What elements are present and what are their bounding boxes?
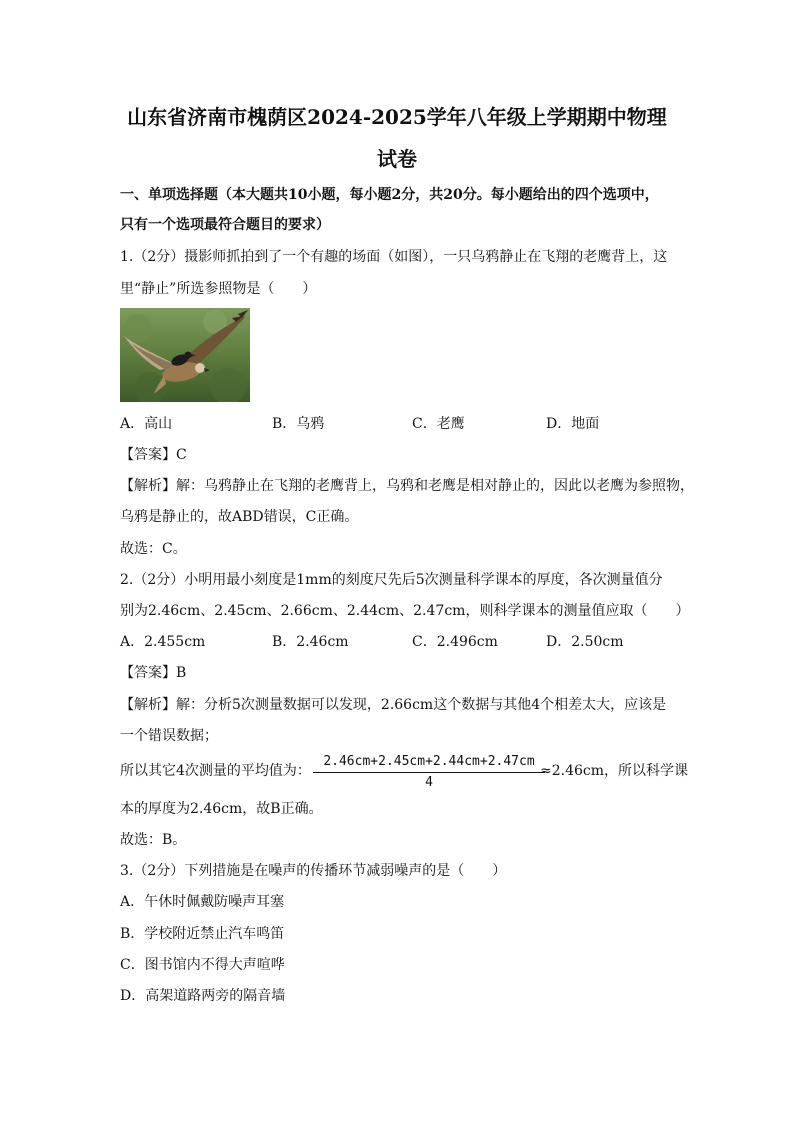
section-heading: 一、单项选择题（本大题共10小题，每小题2分，共20分。每小题给出的四个选项中， <box>120 187 659 203</box>
question-3-stem: 3.（2分）下列措施是在噪声的传播环节减弱噪声的是（ ） <box>120 863 507 879</box>
question-2-analysis-continued: 一个错误数据； <box>120 728 218 744</box>
question-1-choice: 故选：C。 <box>120 541 187 557</box>
question-2-option-a: A．2.455cm <box>120 634 206 650</box>
question-1-option-a: A．高山 <box>120 416 173 432</box>
document-title-continued: 试卷 <box>377 147 417 171</box>
question-2-option-b: B．2.46cm <box>272 634 349 650</box>
question-1-analysis-continued: 乌鸦是静止的，故ABD错误，C正确。 <box>120 509 359 525</box>
question-2-option-d: D．2.50cm <box>546 634 624 650</box>
question-3-option-c: C．图书馆内不得大声喧哗 <box>120 957 285 973</box>
average-formula-fraction <box>313 753 545 791</box>
document-title: 山东省济南市槐荫区2024-2025学年八年级上学期期中物理 <box>127 105 667 129</box>
crow-on-eagle-photo <box>120 308 250 402</box>
average-formula-prefix: 所以其它4次测量的平均值为： <box>120 763 311 779</box>
question-2-option-c: C．2.496cm <box>412 634 498 650</box>
question-3-option-a: A．午休时佩戴防噪声耳塞 <box>120 894 285 910</box>
question-2-stem: 2.（2分）小明用最小刻度是1mm的刻度尺先后5次测量科学课本的厚度，各次测量值分 <box>120 572 663 588</box>
question-1-stem-continued: 里“静止”所选参照物是（ ） <box>120 281 317 297</box>
question-2-choice: 故选：B。 <box>120 832 187 848</box>
section-heading-continued: 只有一个选项最符合题目的要求） <box>120 217 330 233</box>
question-2-stem-continued: 别为2.46cm、2.45cm、2.66cm、2.44cm、2.47cm，则科学课本的测量值应取（ ） <box>120 603 690 619</box>
question-2-analysis-conclusion: 本的厚度为2.46cm，故B正确。 <box>120 801 323 817</box>
question-1-analysis: 【解析】解：乌鸦静止在飞翔的老鹰背上，乌鸦和老鹰是相对静止的，因此以老鹰为参照物， <box>120 478 694 494</box>
fraction-bar <box>313 772 545 773</box>
question-1-option-b: B．乌鸦 <box>272 416 325 432</box>
question-1-stem: 1.（2分）摄影师抓拍到了一个有趣的场面（如图），一只乌鸦静止在飞翔的老鹰背上，这 <box>120 249 668 265</box>
question-3-option-b: B．学校附近禁止汽车鸣笛 <box>120 926 285 942</box>
question-2-analysis: 【解析】解：分析5次测量数据可以发现，2.66cm这个数据与其他4个相差太大，应该是 <box>120 697 667 713</box>
fraction-numerator: 2.46cm+2.45cm+2.44cm+2.47cm <box>323 754 535 769</box>
fraction-denominator: 4 <box>425 775 433 790</box>
question-3-option-d: D．高架道路两旁的隔音墙 <box>120 988 286 1004</box>
average-formula-suffix: ≈2.46cm，所以科学课 <box>540 763 689 779</box>
question-1-answer: 【答案】C <box>120 447 187 463</box>
question-1-option-d: D．地面 <box>546 416 600 432</box>
question-2-answer: 【答案】B <box>120 665 187 681</box>
question-1-option-c: C．老鹰 <box>412 416 465 432</box>
